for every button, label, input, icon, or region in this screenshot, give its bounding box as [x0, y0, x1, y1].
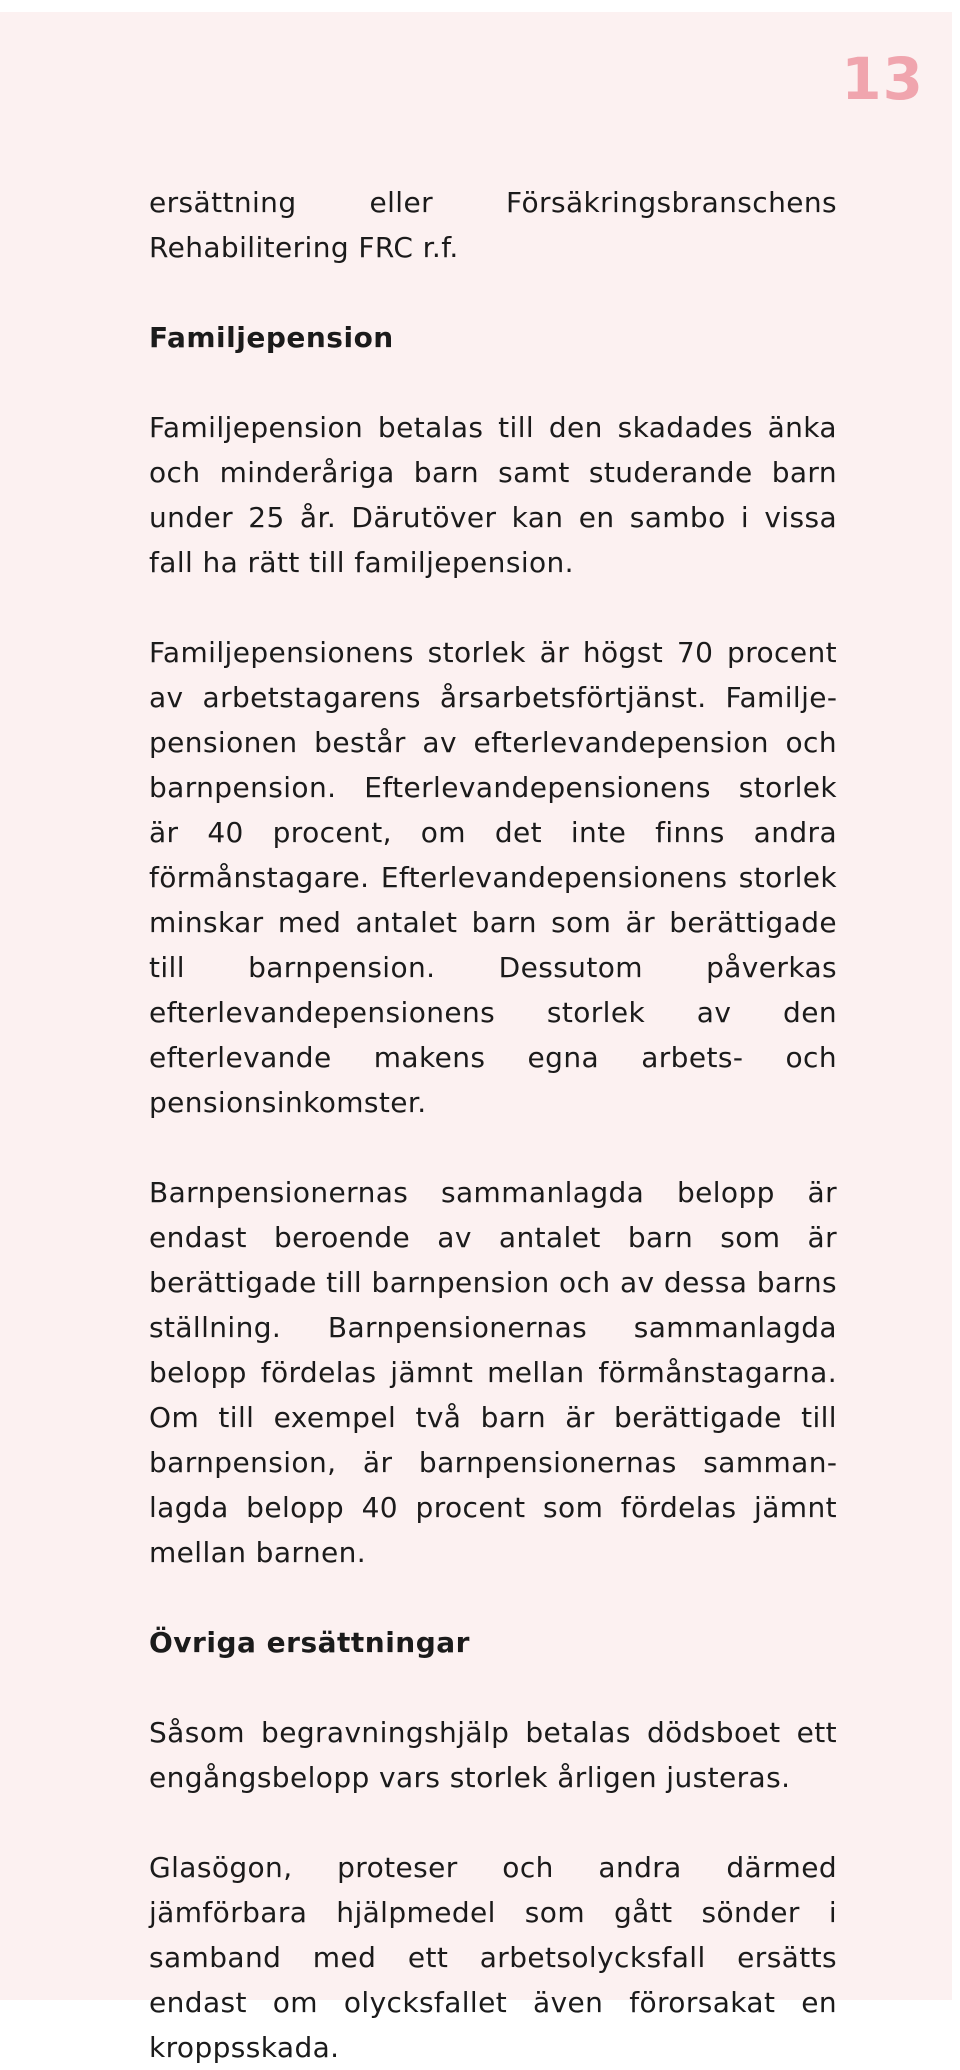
page-number: 13	[841, 45, 924, 113]
familjepension-paragraph-3: Barnpensionernas sammanlagda belopp är endast beroende av antalet barn som är berättigade till barnpension och av dessa barns ställning. Barnpensionernas sammanlagda belopp fördelas jämnt mellan förmånstagarna. Om till exempel två barn är berättigade till barnpension, är barnpensionernas sammanlagda belopp 40 procent som fördelas jämnt mellan barnen.	[149, 1176, 837, 1569]
document-page	[0, 12, 952, 2064]
familjepension-paragraph-2: Familjepensionens storlek är högst 70 procent av arbetstagarens årsarbetsförtjänst. Familjepensionen består av efterlevandepension och barnpension. Efterlevandepensionens storlek är 40 procent, om det inte finns andra förmånstagare. Efterlevandepensionens storlek minskar med antalet barn som är berättigade till barnpension. Dessutom påverkas efterlevandepensionens storlek av den efterlevande makens egna arbets- och pensionsinkomster.	[149, 636, 837, 1119]
ovriga-paragraph-1: Såsom begravningshjälp betalas dödsboet ett engångsbelopp vars storlek årligen justeras.	[149, 1716, 837, 1794]
section-heading-ovriga-ersattningar: Övriga ersättningar	[149, 1626, 470, 1659]
page-content	[149, 180, 837, 2070]
familjepension-paragraph-1: Familjepension betalas till den skadades änka och minderåriga barn samt studerande barn under 25 år. Därutöver kan en sambo i vissa fall ha rätt till familjepension.	[149, 411, 837, 579]
ovriga-paragraph-2: Glasögon, proteser och andra därmed jämförbara hjälpmedel som gått sönder i samband med ett arbetsolycksfall ersätts endast om olycksfallet även förorsakat en kroppsskada.	[149, 1851, 837, 2064]
section-heading-familjepension: Familjepension	[149, 321, 394, 354]
intro-paragraph: ersättning eller Försäkringsbranschens Rehabilitering FRC r.f.	[149, 186, 837, 264]
